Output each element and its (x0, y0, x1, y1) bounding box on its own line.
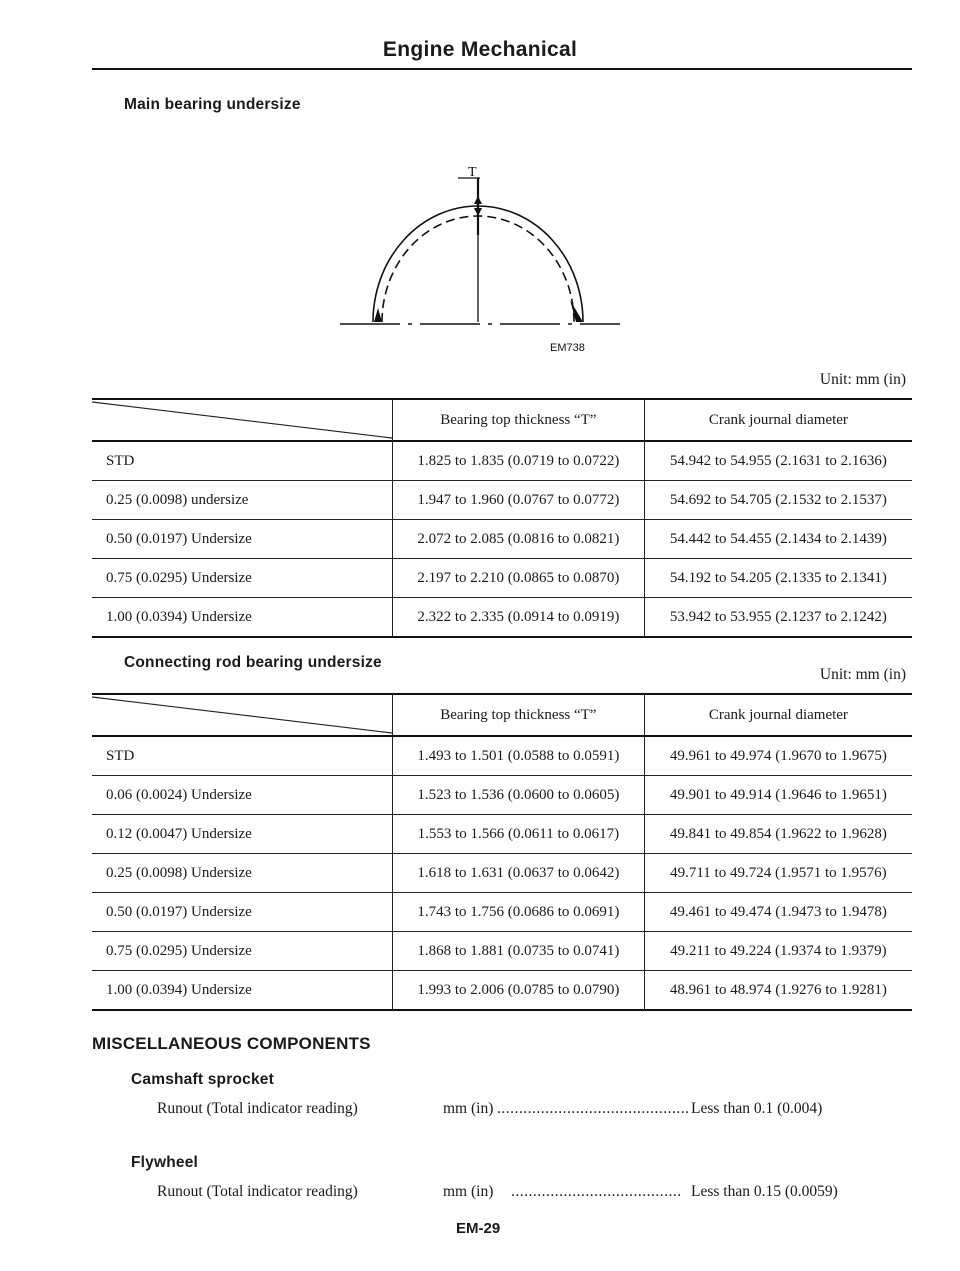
camshaft-runout-value: Less than 0.1 (0.004) (691, 1100, 823, 1117)
diameter-cell: 54.192 to 54.205 (2.1335 to 2.1341) (644, 559, 912, 598)
diameter-cell: 49.841 to 49.854 (1.9622 to 1.9628) (644, 815, 912, 854)
row-label: 0.25 (0.0098) undersize (106, 491, 249, 508)
diameter-cell: 49.461 to 49.474 (1.9473 to 1.9478) (644, 893, 912, 932)
thickness-cell: 1.553 to 1.566 (0.0611 to 0.0617) (393, 815, 645, 854)
thickness-cell: 1.493 to 1.501 (0.0588 to 0.0591) (393, 736, 645, 776)
page-header-title: Engine Mechanical (382, 38, 578, 61)
camshaft-sprocket-title: Camshaft sprocket (131, 1071, 274, 1088)
column-header-thickness: Bearing top thickness “T” (393, 694, 645, 736)
header-diagonal-line (92, 400, 392, 440)
conrod-bearing-title: Connecting rod bearing undersize (124, 654, 382, 671)
diameter-cell: 49.901 to 49.914 (1.9646 to 1.9651) (644, 776, 912, 815)
thickness-cell: 1.523 to 1.536 (0.0600 to 0.0605) (393, 776, 645, 815)
figure-code: EM738 (550, 342, 585, 354)
flywheel-runout-value: Less than 0.15 (0.0059) (691, 1183, 838, 1200)
thickness-cell: 2.322 to 2.335 (0.0914 to 0.0919) (393, 598, 645, 638)
column-header-diameter: Crank journal diameter (644, 694, 912, 736)
thickness-cell: 1.868 to 1.881 (0.0735 to 0.0741) (393, 932, 645, 971)
row-label: 0.75 (0.0295) Undersize (106, 942, 252, 959)
header-diagonal-cell (92, 694, 393, 736)
thickness-cell: 1.947 to 1.960 (0.0767 to 0.0772) (393, 481, 645, 520)
table-row (92, 893, 912, 932)
conrod-bearing-table (92, 693, 912, 1011)
column-header-diameter: Crank journal diameter (644, 399, 912, 441)
table-row (92, 520, 912, 559)
header-divider (92, 68, 912, 70)
row-label: 0.12 (0.0047) Undersize (106, 825, 252, 842)
flywheel-runout-unit: mm (in) (443, 1183, 494, 1200)
diameter-cell: 53.942 to 53.955 (2.1237 to 2.1242) (644, 598, 912, 638)
row-label: 0.25 (0.0098) Undersize (106, 864, 252, 881)
misc-section-title: MISCELLANEOUS COMPONENTS (92, 1034, 371, 1053)
row-label: STD (106, 747, 135, 764)
row-label: STD (106, 452, 135, 469)
flywheel-leader-dots: ....................................... (511, 1183, 682, 1200)
thickness-cell: 2.197 to 2.210 (0.0865 to 0.0870) (393, 559, 645, 598)
diameter-cell: 54.692 to 54.705 (2.1532 to 2.1537) (644, 481, 912, 520)
thickness-cell: 1.825 to 1.835 (0.0719 to 0.0722) (393, 441, 645, 481)
flywheel-title: Flywheel (131, 1154, 199, 1171)
row-label: 0.50 (0.0197) Undersize (106, 903, 252, 920)
column-header-thickness: Bearing top thickness “T” (393, 399, 645, 441)
flywheel-runout-label: Runout (Total indicator reading) (157, 1183, 358, 1200)
table-row (92, 971, 912, 1011)
row-label: 0.50 (0.0197) Undersize (106, 530, 252, 547)
diameter-cell: 54.442 to 54.455 (2.1434 to 2.1439) (644, 520, 912, 559)
diameter-cell: 49.711 to 49.724 (1.9571 to 1.9576) (644, 854, 912, 893)
main-bearing-title: Main bearing undersize (124, 96, 301, 113)
diameter-cell: 49.211 to 49.224 (1.9374 to 1.9379) (644, 932, 912, 971)
thickness-cell: 1.618 to 1.631 (0.0637 to 0.0642) (393, 854, 645, 893)
row-label: 1.00 (0.0394) Undersize (106, 608, 252, 625)
row-label: 0.75 (0.0295) Undersize (106, 569, 252, 586)
table-row (92, 854, 912, 893)
table-row (92, 441, 912, 481)
diagram-t-label: T (468, 165, 477, 180)
table-header-row (92, 694, 912, 736)
camshaft-runout-unit: mm (in) (443, 1100, 494, 1117)
main-bearing-table (92, 398, 912, 638)
main-bearing-unit: Unit: mm (in) (819, 371, 906, 388)
conrod-bearing-unit: Unit: mm (in) (819, 666, 906, 683)
table-row (92, 598, 912, 638)
diameter-cell: 54.942 to 54.955 (2.1631 to 2.1636) (644, 441, 912, 481)
camshaft-runout-label: Runout (Total indicator reading) (157, 1100, 358, 1117)
diameter-cell: 49.961 to 49.974 (1.9670 to 1.9675) (644, 736, 912, 776)
row-label: 0.06 (0.0024) Undersize (106, 786, 252, 803)
row-label: 1.00 (0.0394) Undersize (106, 981, 252, 998)
thickness-cell: 1.743 to 1.756 (0.0686 to 0.0691) (393, 893, 645, 932)
table-header-row (92, 399, 912, 441)
table-row (92, 481, 912, 520)
table-row (92, 736, 912, 776)
page-number: EM-29 (456, 1220, 501, 1237)
diameter-cell: 48.961 to 48.974 (1.9276 to 1.9281) (644, 971, 912, 1011)
table-row (92, 815, 912, 854)
camshaft-leader-dots: ............................................ (497, 1100, 690, 1117)
thickness-cell: 1.993 to 2.006 (0.0785 to 0.0790) (393, 971, 645, 1011)
table-row (92, 932, 912, 971)
table-row (92, 776, 912, 815)
table-row (92, 559, 912, 598)
thickness-cell: 2.072 to 2.085 (0.0816 to 0.0821) (393, 520, 645, 559)
header-diagonal-cell (92, 399, 393, 441)
header-diagonal-line (92, 695, 392, 735)
bearing-diagram (330, 150, 630, 355)
